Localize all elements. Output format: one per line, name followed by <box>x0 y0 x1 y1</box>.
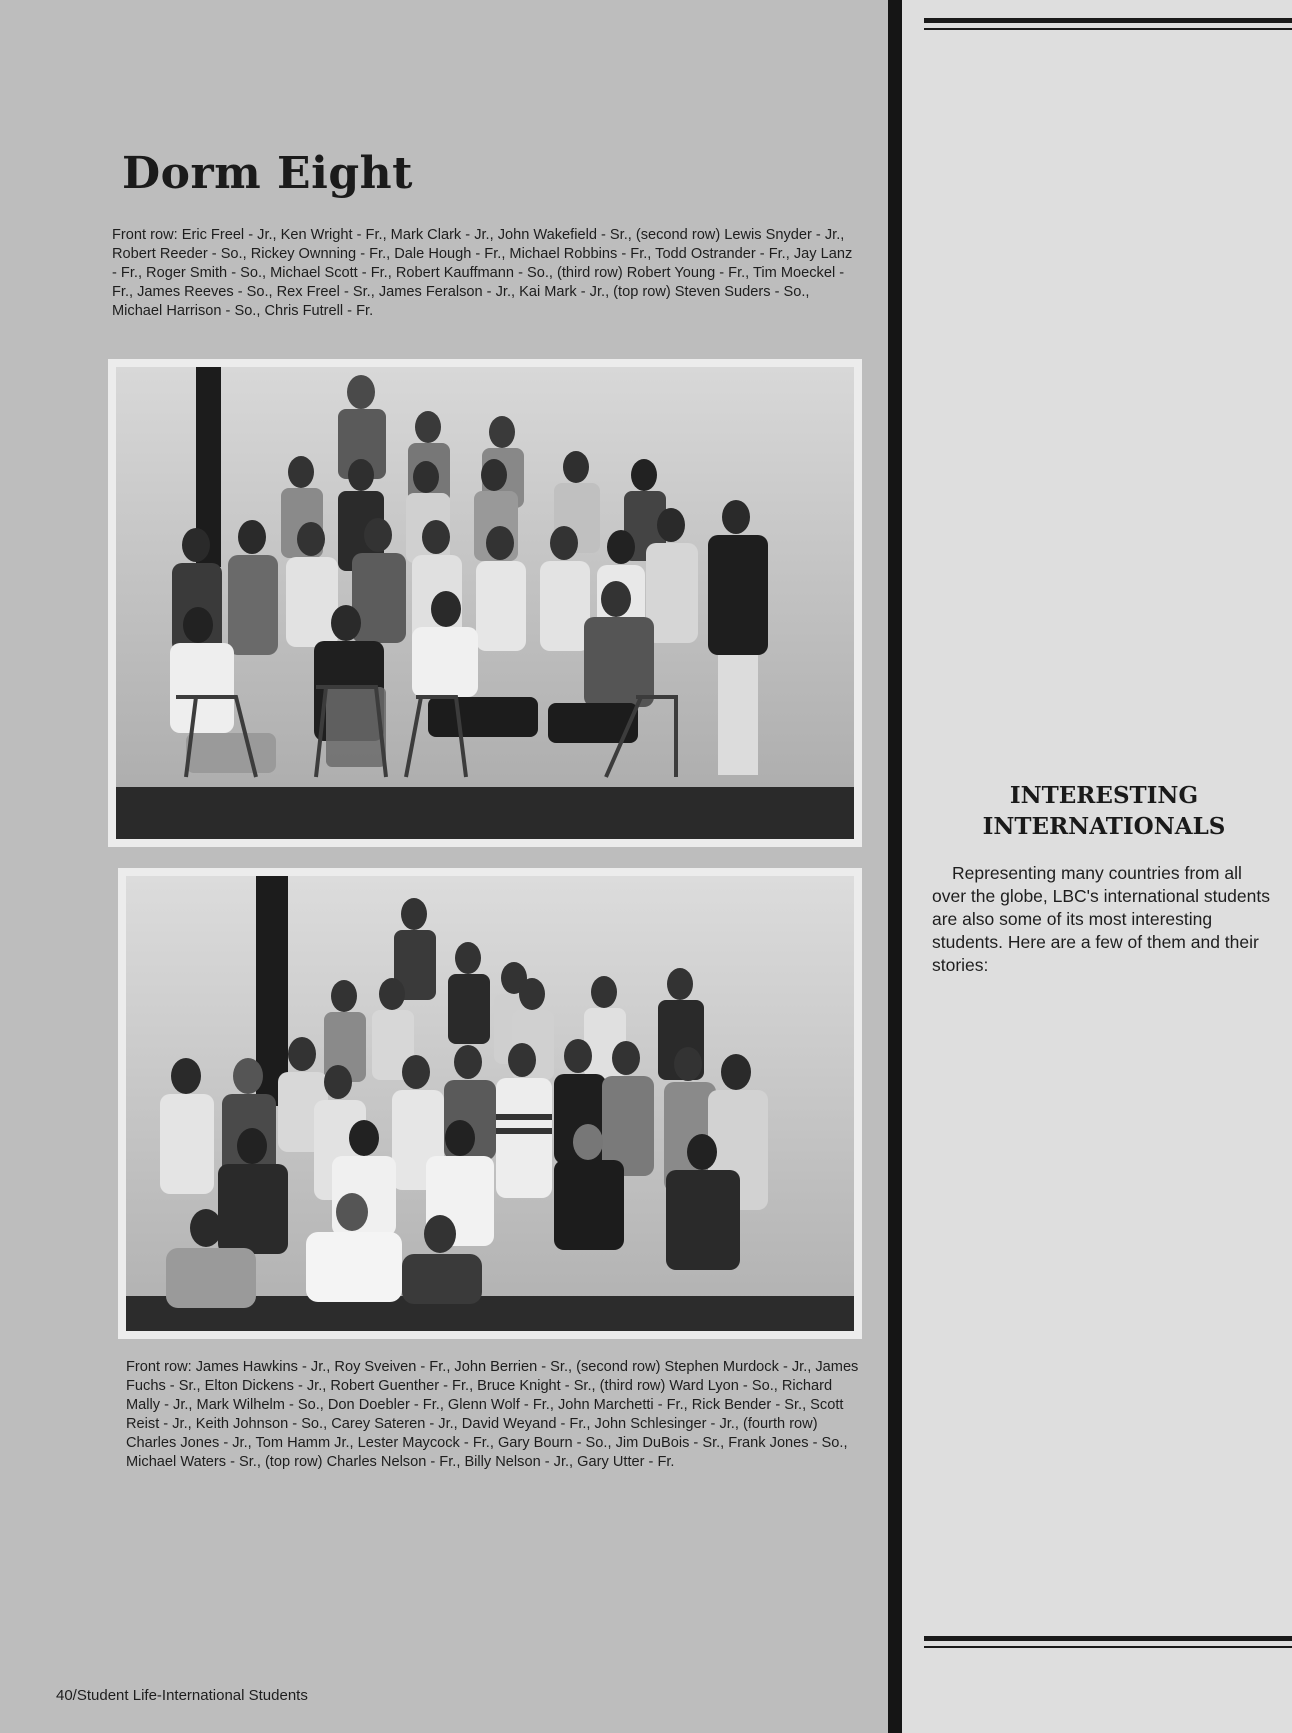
gutter-bar <box>888 0 902 1733</box>
caption-bottom: Front row: James Hawkins - Jr., Roy Sveiven - Fr., John Berrien - Sr., (second row) Stephen Murdock - Jr., James Fuchs - Sr., Elton Dickens - Jr., Robert Guenther - Fr., Bruce Knight - Sr., (third row) Ward Lyon - So., Richard Mally - Jr., Mark Wilhelm - So., Don Doebler - Fr., Glenn Wolf - Fr., John Marchetti - Fr., Rick Bender - Sr., Scott Reist - Jr., Keith Johnson - So., Carey Sateren - Jr., David Weyand - Fr., John Schlesinger - Jr., (fourth row) Charles Jones - Jr., Tom Hamm Jr., Lester Maycock - Fr., Gary Bourn - So., Jim DuBois - Sr., Frank Jones - So., Michael Waters - Sr., (top row) Charles Nelson - Fr., Billy Nelson - Jr., Gary Utter - Fr. <box>126 1359 859 1470</box>
sidebar-body: Representing many countries from all over the globe, LBC's international students are also some of its most interesting students. Here are a few of them and their stories: <box>932 863 1270 975</box>
group-photo-top <box>108 359 862 847</box>
top-double-rule <box>924 18 1292 30</box>
group-photo-bottom-image <box>126 876 854 1331</box>
group-photo-bottom <box>118 868 862 1339</box>
caption-top: Front row: Eric Freel - Jr., Ken Wright - Fr., Mark Clark - Jr., John Wakefield - Sr., (second row) Lewis Snyder - Jr., Robert Reeder - So., Rickey Ownning - Fr., Dale Hough - Fr., Michael Robbins - Fr., Todd Ostrander - Fr., Jay Lanz - Fr., Roger Smith - So., Michael Scott - Fr., Robert Kauffmann - So., (third row) Robert Young - Fr., Tim Moeckel - Fr., James Reeves - So., Rex Freel - Sr., James Feralson - Jr., Kai Mark - Jr., (top row) Steven Suders - So., Michael Harrison - So., Chris Futrell - Fr. <box>112 227 853 319</box>
page-folio: 40/Student Life-International Students <box>56 1687 308 1704</box>
sidebar-heading: INTERESTING INTERNATIONALS <box>982 782 1226 840</box>
group-photo-top-image <box>116 367 854 839</box>
page-title: Dorm Eight <box>122 148 413 199</box>
bottom-double-rule <box>924 1636 1292 1648</box>
